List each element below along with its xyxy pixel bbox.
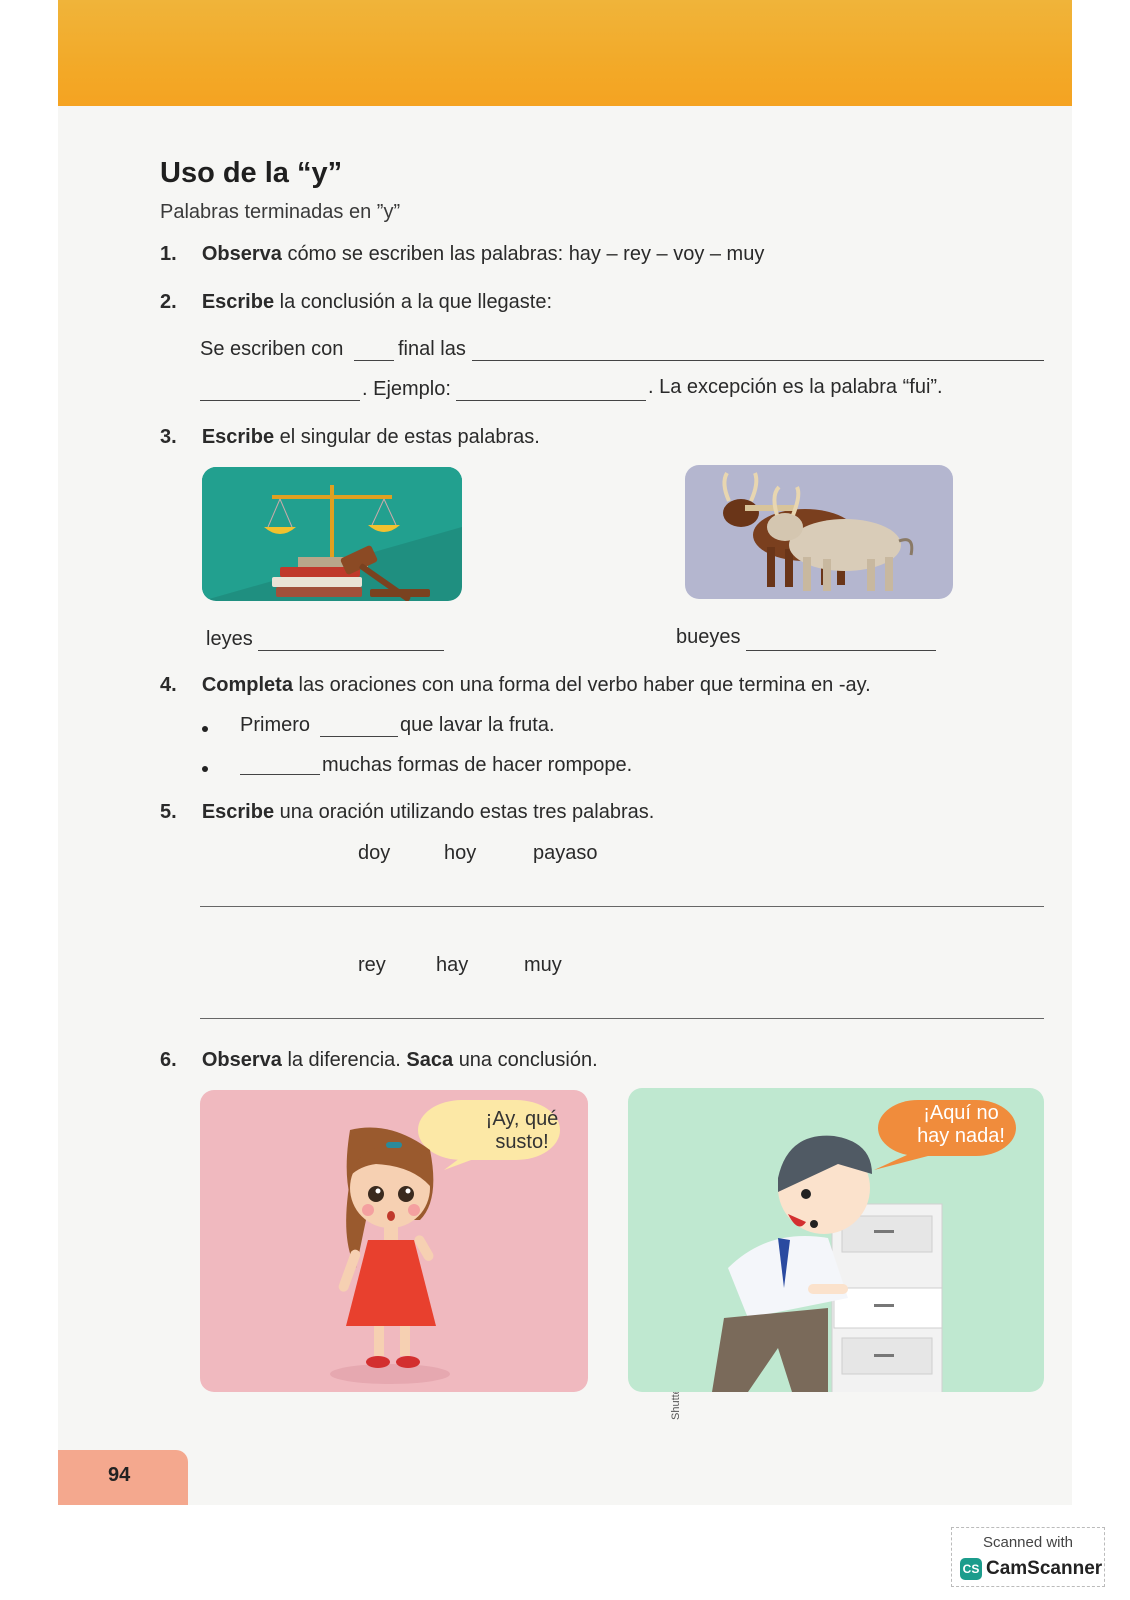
word-muy: muy xyxy=(524,954,562,976)
scales-picture xyxy=(202,467,462,601)
scales-of-justice-icon xyxy=(202,467,462,601)
instruction-text: una conclusión. xyxy=(458,1049,598,1071)
instruction-text: el singular de estas palabras. xyxy=(279,426,540,448)
page-subtitle: Palabras terminadas en ”y” xyxy=(160,201,401,223)
bullet xyxy=(202,726,208,732)
conclusion-text-start: Se escriben con xyxy=(200,338,344,360)
blank-line-bueyes[interactable] xyxy=(746,650,936,651)
instruction-verb: Completa xyxy=(201,674,293,696)
exercise-3 xyxy=(160,426,540,449)
blank-line-sentence-2[interactable] xyxy=(240,774,320,775)
exercise-number: 5. xyxy=(160,801,177,823)
camscanner-logo-icon: CS xyxy=(960,1558,982,1580)
exercise-number: 2. xyxy=(160,291,177,313)
word-rey: rey xyxy=(358,954,386,976)
top-color-band xyxy=(58,0,1072,106)
instruction-verb: Observa xyxy=(201,243,282,265)
exercise-4 xyxy=(160,674,871,697)
exercise-number: 6. xyxy=(160,1049,177,1071)
bubble-line: ¡Aquí no xyxy=(923,1102,999,1124)
instruction-verb: Escribe xyxy=(201,801,275,823)
girl-picture xyxy=(200,1090,588,1392)
exercise-number: 3. xyxy=(160,426,177,448)
instruction-text: cómo se escriben las palabras: hay – rey – voy – muy xyxy=(287,243,765,265)
example-label: . Ejemplo: xyxy=(362,378,451,400)
word-bueyes: bueyes xyxy=(676,626,741,648)
answer-line-1[interactable] xyxy=(200,906,1044,907)
page-title: Uso de la “y” xyxy=(160,157,343,189)
exercise-2 xyxy=(160,291,552,314)
page-number-tab xyxy=(58,1450,188,1505)
word-hay: hay xyxy=(436,954,469,976)
instruction-verb: Observa xyxy=(201,1049,282,1071)
sentence-1-start: Primero xyxy=(240,714,311,736)
bullet xyxy=(202,766,208,772)
exercise-5 xyxy=(160,801,654,824)
instruction-text: una oración utilizando estas tres palabras. xyxy=(279,801,655,823)
blank-line-letter[interactable] xyxy=(354,360,394,361)
exercise-number: 4. xyxy=(160,674,177,696)
exercise-6 xyxy=(160,1049,598,1072)
word-doy: doy xyxy=(358,842,391,864)
answer-line-2[interactable] xyxy=(200,1018,1044,1019)
watermark-brand: CamScanner xyxy=(986,1558,1103,1579)
speech-bubble-man xyxy=(896,1102,1026,1148)
exercise-number: 1. xyxy=(160,243,177,265)
exercise-1 xyxy=(160,243,764,266)
bubble-line: ¡Ay, qué xyxy=(485,1108,559,1130)
man-picture xyxy=(628,1088,1044,1392)
exception-text: . La excepción es la palabra “fui”. xyxy=(648,376,943,398)
instruction-verb: Saca xyxy=(406,1049,454,1071)
oxen-picture xyxy=(685,465,953,599)
bubble-line: susto! xyxy=(495,1131,549,1153)
instruction-text: las oraciones con una forma del verbo haber que termina en -ay. xyxy=(298,674,871,696)
instruction-verb: Escribe xyxy=(201,426,275,448)
workbook-page xyxy=(58,0,1072,1505)
sentence-2-end: muchas formas de hacer rompope. xyxy=(322,754,633,776)
instruction-text: la conclusión a la que llegaste: xyxy=(279,291,553,313)
conclusion-text-middle: final las xyxy=(398,338,466,360)
instruction-text: la diferencia. xyxy=(287,1049,401,1071)
blank-line-leyes[interactable] xyxy=(258,650,444,651)
blank-line-example[interactable] xyxy=(456,400,646,401)
camscanner-watermark xyxy=(951,1527,1105,1587)
page-number: 94 xyxy=(108,1464,131,1486)
word-leyes: leyes xyxy=(206,628,253,650)
watermark-caption: Scanned with xyxy=(982,1534,1074,1551)
oxen-illustration xyxy=(685,465,953,599)
speech-bubble-girl xyxy=(472,1108,572,1154)
blank-line-conclusion[interactable] xyxy=(472,360,1044,361)
bubble-line: hay nada! xyxy=(917,1125,1005,1147)
blank-line-sentence-1[interactable] xyxy=(320,736,398,737)
sentence-1-end: que lavar la fruta. xyxy=(400,714,555,736)
instruction-verb: Escribe xyxy=(201,291,275,313)
word-hoy: hoy xyxy=(444,842,477,864)
blank-line-conclusion-cont[interactable] xyxy=(200,400,360,401)
word-payaso: payaso xyxy=(533,842,598,864)
